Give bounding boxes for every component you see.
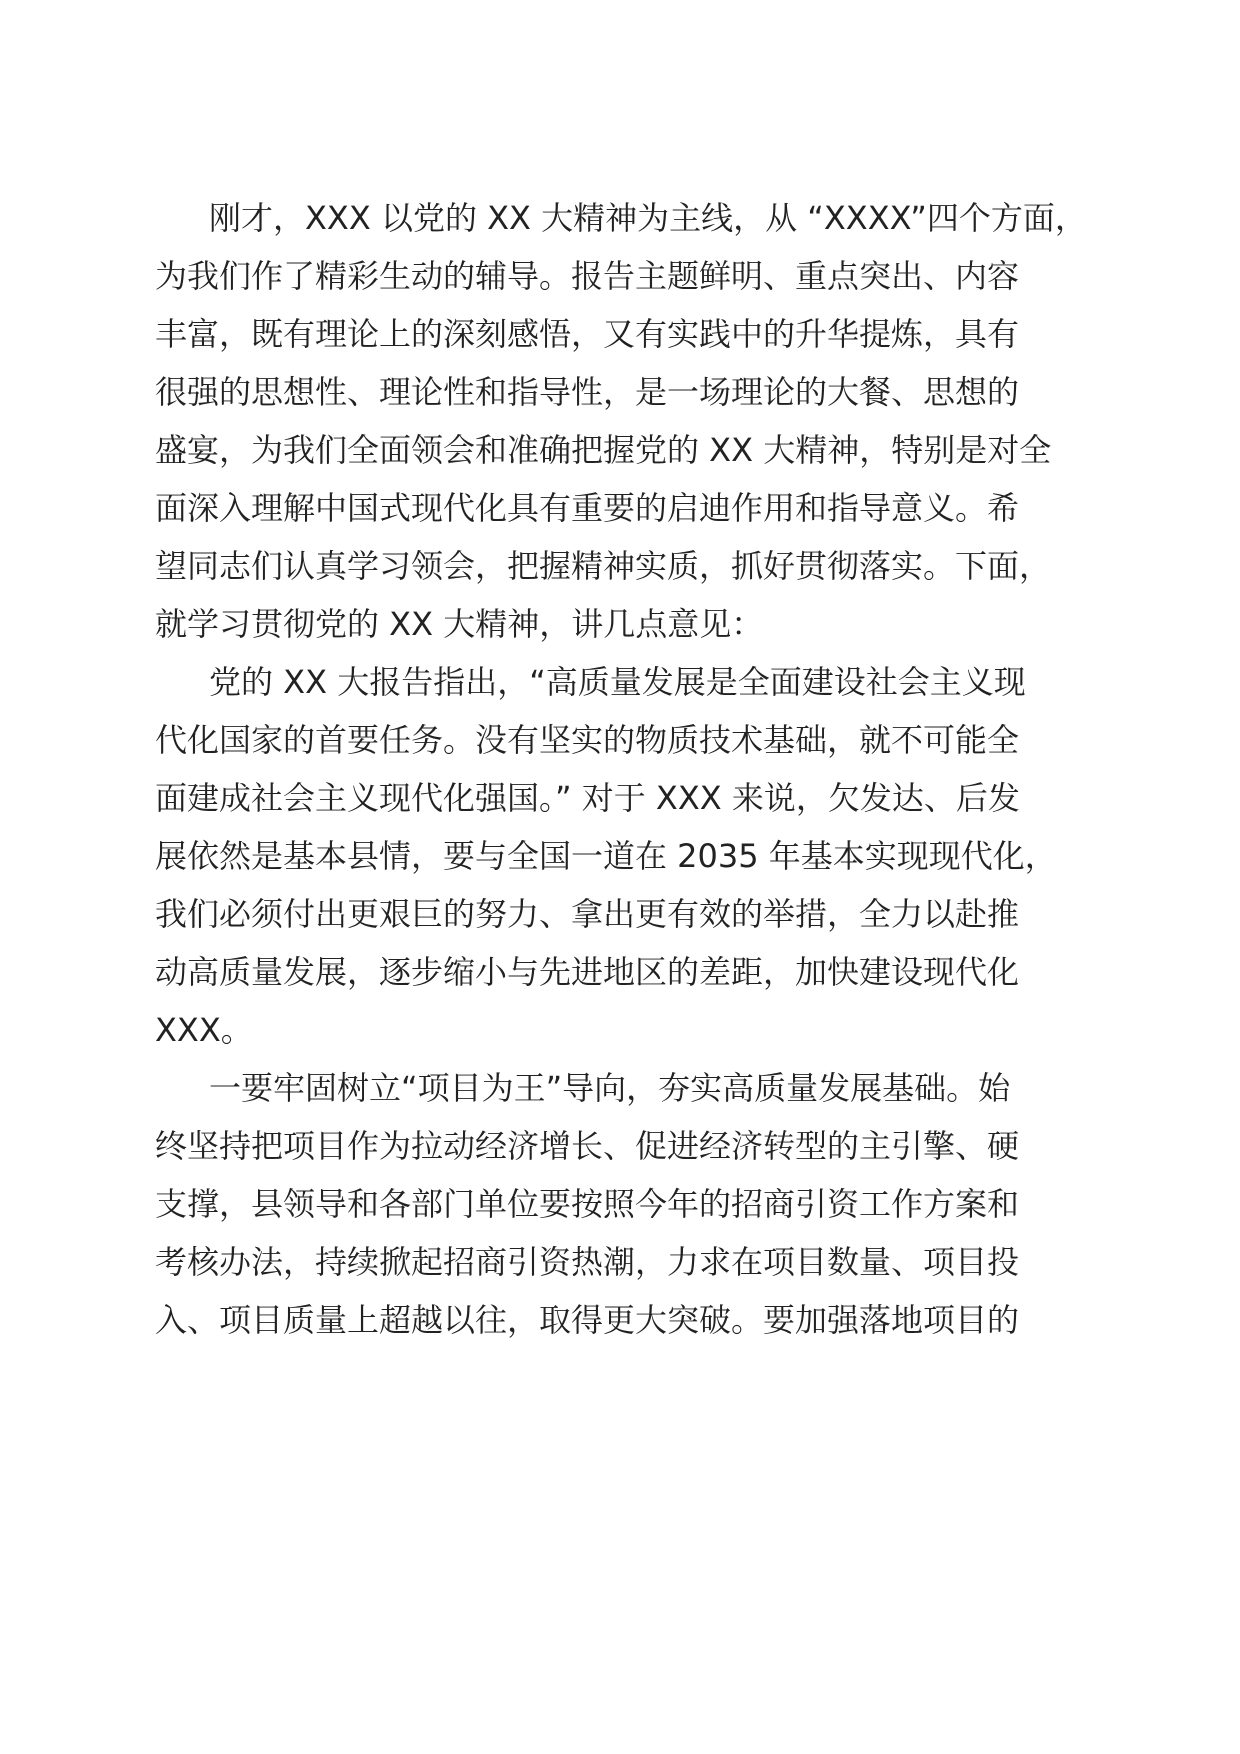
paragraph-2-line-7: XXX。 (155, 1011, 253, 1049)
paragraph-3-line-1: 一要牢固树立“项目为王”导向，夯实高质量发展基础。始 (209, 1069, 1011, 1107)
paragraph-2-line-2: 代化国家的首要任务。没有坚实的物质技术基础，就不可能全 (155, 721, 1020, 759)
paragraph-2-line-1: 党的 XX 大报告指出，“高质量发展是全面建设社会主义现 (209, 663, 1026, 701)
paragraph-1-line-8: 就学习贯彻党的 XX 大精神，讲几点意见： (155, 605, 764, 643)
paragraph-1-line-1: 刚才，XXX 以党的 XX 大精神为主线，从 “XXXX”四个方面， (209, 199, 1087, 237)
paragraph-2-line-4: 展依然是基本县情，要与全国一道在 2035 年基本实现现代化， (155, 837, 1057, 875)
paragraph-3-line-2: 终坚持把项目作为拉动经济增长、促进经济转型的主引擎、硬 (155, 1127, 1020, 1165)
paragraph-1-line-2: 为我们作了精彩生动的辅导。报告主题鲜明、重点突出、内容 (155, 257, 1020, 295)
paragraph-2-line-6: 动高质量发展，逐步缩小与先进地区的差距，加快建设现代化 (155, 953, 1020, 991)
paragraph-2-line-3: 面建成社会主义现代化强国。” 对于 XXX 来说，欠发达、后发 (155, 779, 1020, 817)
paragraph-2-line-5: 我们必须付出更艰巨的努力、拿出更有效的举措，全力以赴推 (155, 895, 1020, 933)
paragraph-1-line-5: 盛宴，为我们全面领会和准确把握党的 XX 大精神，特别是对全 (155, 431, 1052, 469)
paragraph-1-line-4: 很强的思想性、理论性和指导性，是一场理论的大餐、思想的 (155, 373, 1020, 411)
paragraph-3-line-3: 支撑，县领导和各部门单位要按照今年的招商引资工作方案和 (155, 1185, 1020, 1223)
paragraph-1-line-6: 面深入理解中国式现代化具有重要的启迪作用和指导意义。希 (155, 489, 1020, 527)
paragraph-1-line-3: 丰富，既有理论上的深刻感悟，又有实践中的升华提炼，具有 (155, 315, 1020, 353)
paragraph-3-line-5: 入、项目质量上超越以往，取得更大突破。要加强落地项目的 (155, 1301, 1020, 1339)
paragraph-1-line-7: 望同志们认真学习领会，把握精神实质，抓好贯彻落实。下面， (155, 547, 1052, 585)
paragraph-3-line-4: 考核办法，持续掀起招商引资热潮，力求在项目数量、项目投 (155, 1243, 1020, 1281)
